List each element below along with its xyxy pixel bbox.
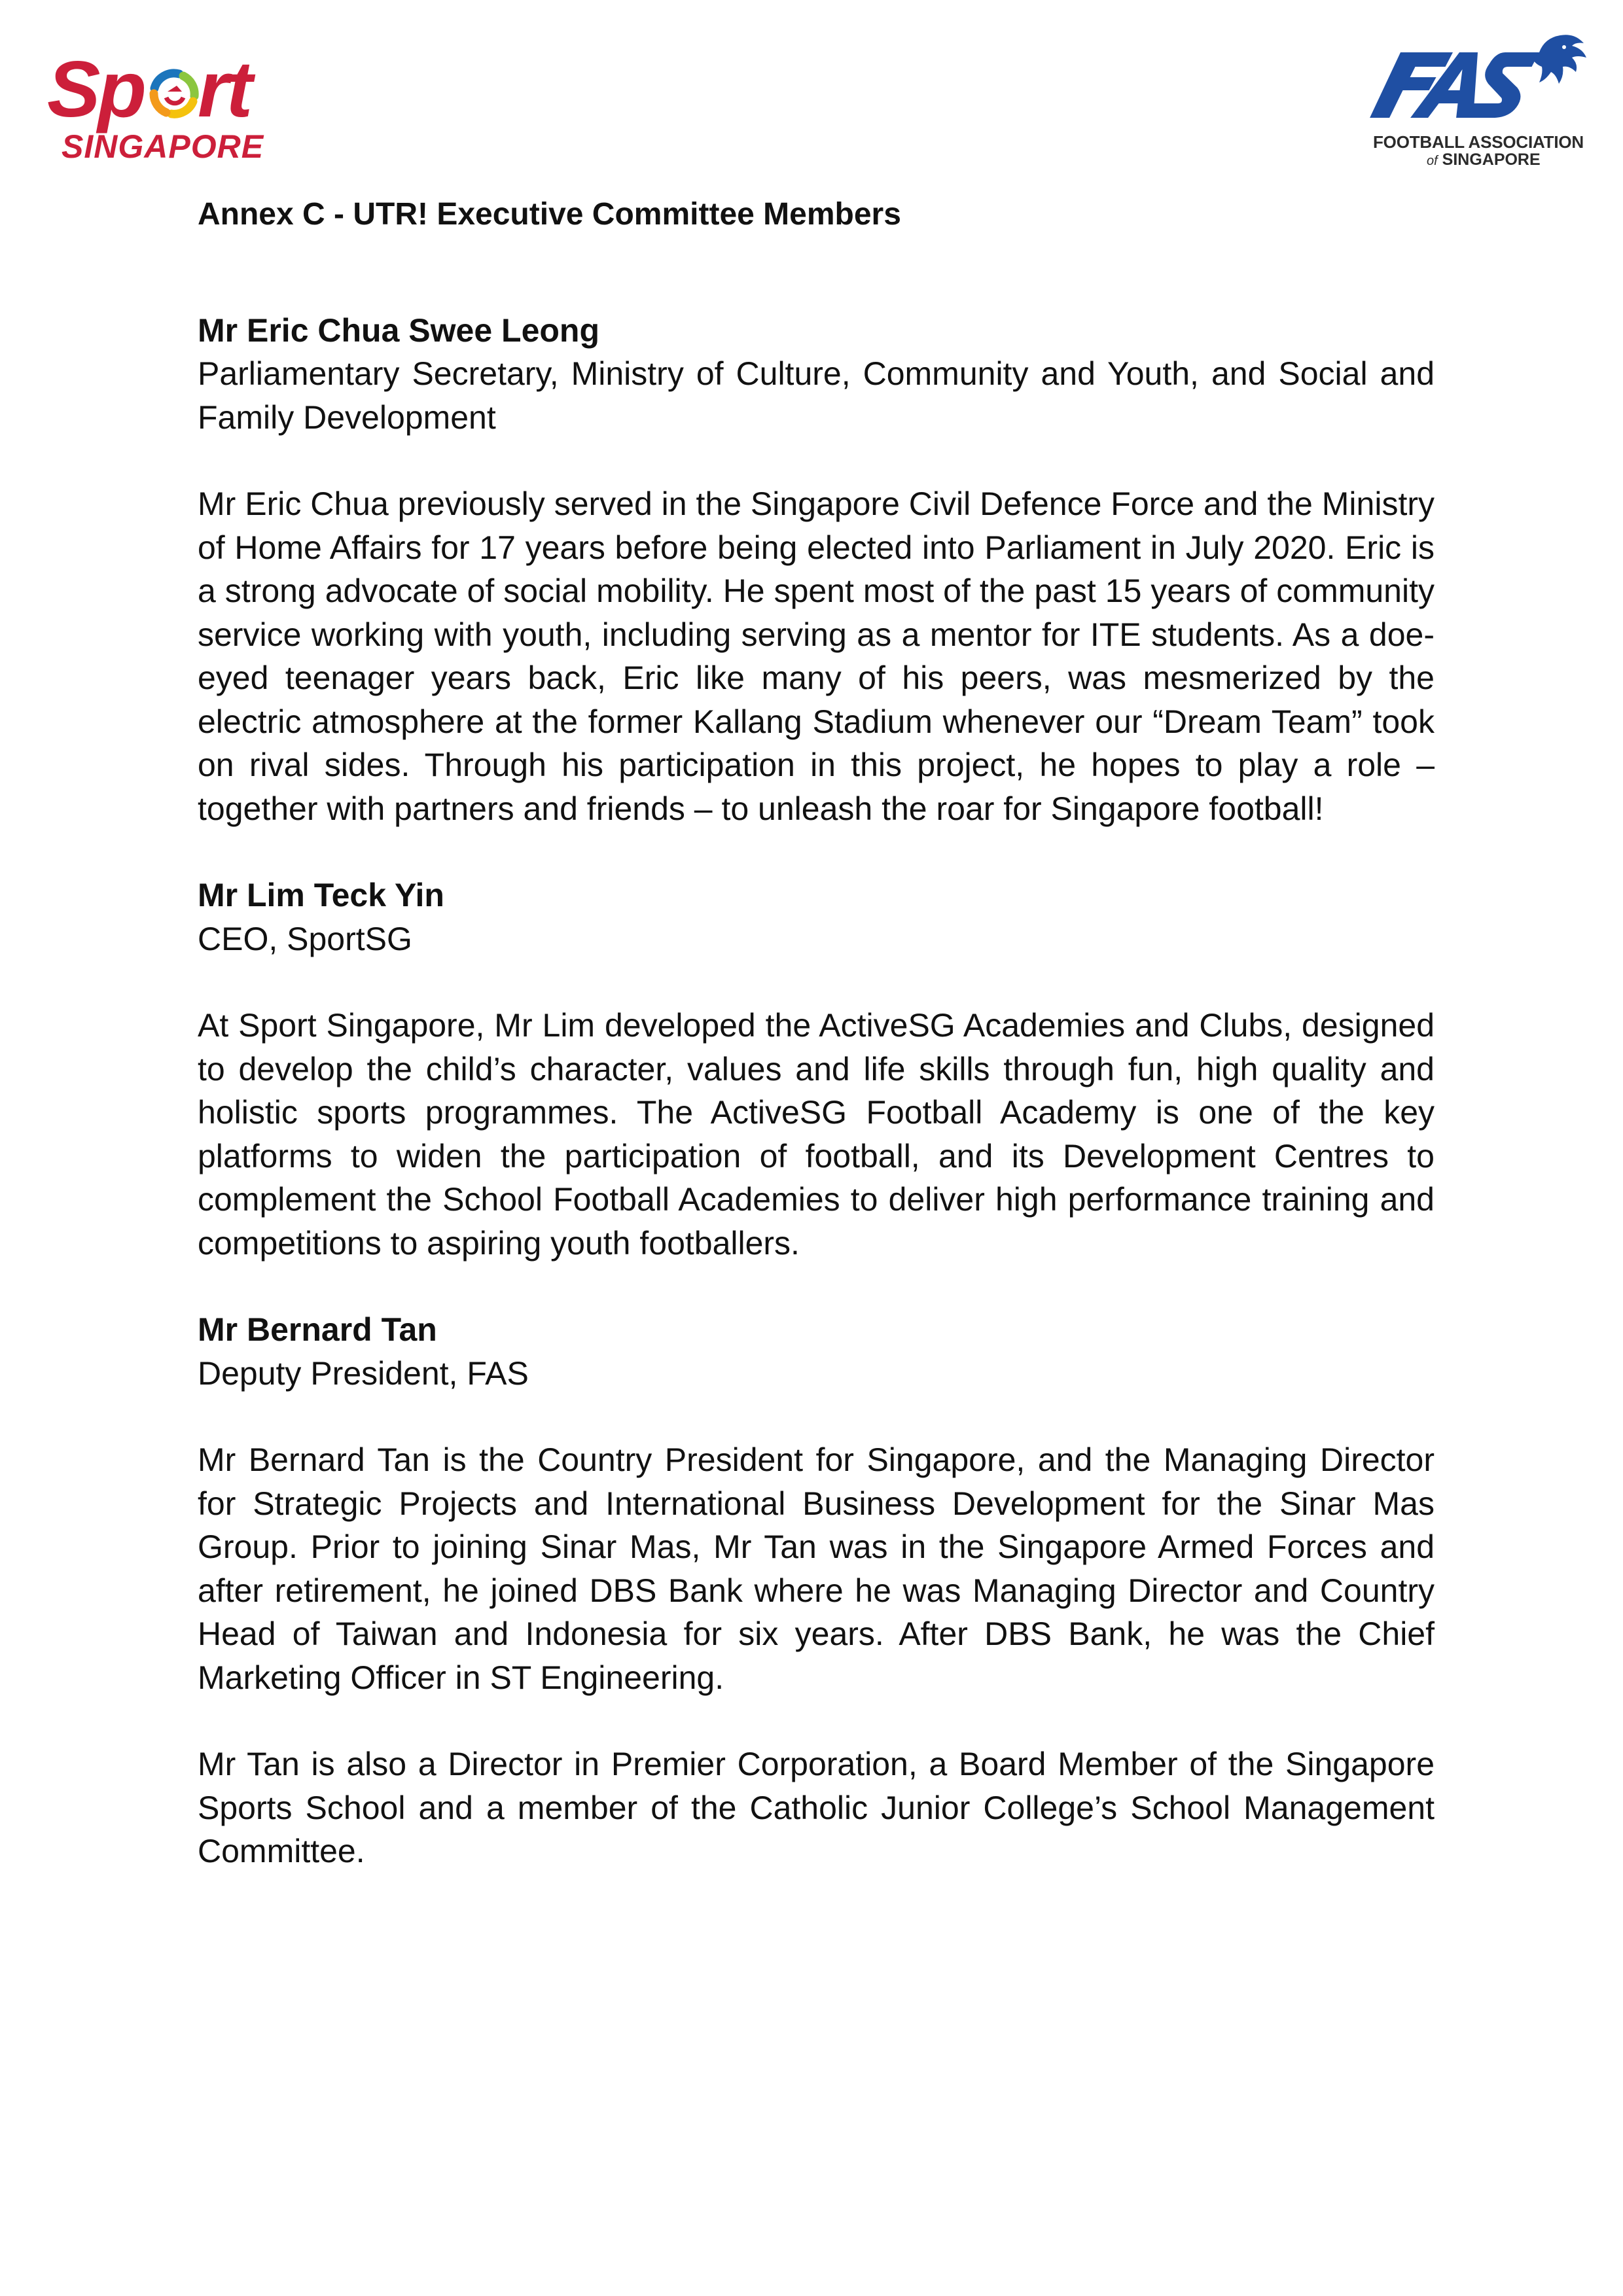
lion-crest-icon bbox=[1368, 26, 1590, 131]
member-name: Mr Eric Chua Swee Leong bbox=[198, 311, 600, 349]
member-role: CEO, SportSG bbox=[198, 920, 412, 957]
svg-text:Sp: Sp bbox=[47, 44, 144, 133]
document-title: Annex C - UTR! Executive Committee Members bbox=[198, 197, 901, 232]
fas-caption-of: of bbox=[1427, 154, 1438, 168]
member-bernard-tan bbox=[198, 1308, 1435, 1873]
sport-singapore-logo bbox=[46, 39, 294, 170]
fas-logo bbox=[1368, 26, 1590, 173]
member-role: Deputy President, FAS bbox=[198, 1354, 529, 1392]
member-bio-paragraph: Mr Bernard Tan is the Country President for Singapore, and the Managing Director for Strategic Projects and International Business Development for the Sinar Mas Group. Prior to joining Sinar Mas, Mr Tan was in the Singapore Armed Forces and after retirement, he joined DBS Bank where he was Managing Director and Country Head of Taiwan and Indonesia for six years. After DBS Bank, he was the Chief Marketing Officer in ST Engineering. bbox=[198, 1441, 1435, 1696]
svg-text:rt: rt bbox=[198, 44, 251, 133]
member-eric-chua bbox=[198, 309, 1435, 831]
member-bio-paragraph: At Sport Singapore, Mr Lim developed the ActiveSG Academies and Clubs, designed to develop the child’s character, values and life skills through fun, high quality and holistic sports programmes. The ActiveSG Football Academy is one of the key platforms to widen the participation of football, and its Development Centres to complement the School Football Academies to deliver high performance training and competitions to aspiring youth footballers. bbox=[198, 1007, 1435, 1262]
member-role: Parliamentary Secretary, Ministry of Culture, Community and Youth, and Social and Family Development bbox=[198, 355, 1435, 436]
document-content bbox=[198, 193, 1435, 1873]
member-name: Mr Lim Teck Yin bbox=[198, 877, 444, 913]
member-bio-paragraph: Mr Eric Chua previously served in the Singapore Civil Defence Force and the Ministry of Home Affairs for 17 years before being elected into Parliament in July 2020. Eric is a strong advocate of social mobility. He spent most of the past 15 years of community service working with youth, including serving as a mentor for ITE students. As a doe-eyed teenager years back, Eric like many of his peers, was mesmerized by the electric atmosphere at the former Kallang Stadium whenever our “Dream Team” took on rival sides. Through his participation in this project, he hopes to play a role – together with partners and friends – to unleash the roar for Singapore football! bbox=[198, 486, 1435, 827]
member-bio-paragraph: Mr Tan is also a Director in Premier Corporation, a Board Member of the Singapore Sports School and a member of the Catholic Junior College’s School Management Committee. bbox=[198, 1746, 1435, 1869]
member-lim-teck-yin bbox=[198, 874, 1435, 1265]
svg-text:SINGAPORE: SINGAPORE bbox=[62, 128, 264, 165]
fas-caption-line1: FOOTBALL ASSOCIATION bbox=[1373, 132, 1584, 152]
member-name: Mr Bernard Tan bbox=[198, 1311, 437, 1348]
fas-caption-line2 bbox=[1427, 150, 1541, 169]
fas-caption-singapore: SINGAPORE bbox=[1442, 150, 1541, 169]
